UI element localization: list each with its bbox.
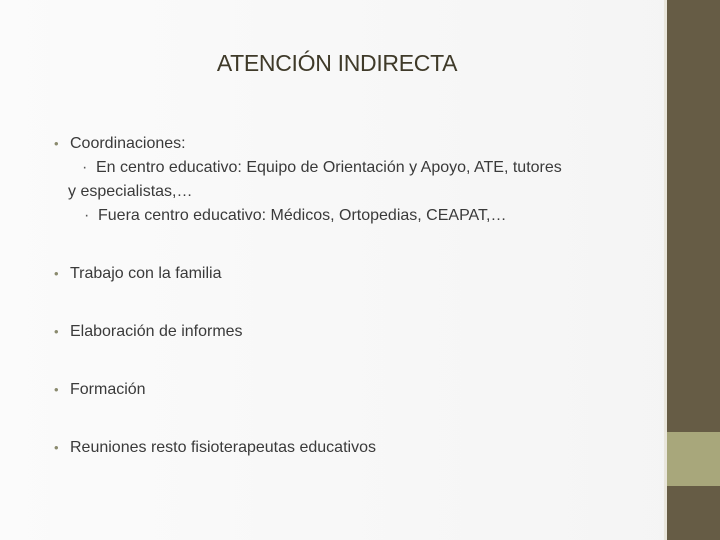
bullet-reuniones [54, 436, 644, 460]
sidebar-accent-block [667, 432, 720, 486]
bullet-text: Reuniones resto fisioterapeutas educativos [70, 439, 376, 456]
bullet-dot: • [54, 266, 59, 281]
subitem-text-line1: Fuera centro educativo: Médicos, Ortopedias, CEAPAT,… [98, 207, 507, 224]
bullet-dot: • [54, 440, 59, 455]
bullet-text: Formación [70, 381, 146, 398]
slide-title: ATENCIÓN INDIRECTA [216, 50, 458, 76]
subitem-en-centro [54, 156, 644, 180]
bullet-dot: • [54, 324, 59, 339]
bullet-text: Trabajo con la familia [70, 265, 222, 282]
bullet-dot: • [54, 136, 59, 151]
bullet-coordinaciones [54, 132, 644, 156]
bullet-text: Elaboración de informes [70, 323, 243, 340]
subitem-fuera-centro [54, 204, 644, 228]
bullet-text: Coordinaciones: [70, 135, 186, 152]
subitem-marker: · [84, 207, 90, 224]
bullet-dot: • [54, 382, 59, 397]
bullet-trabajo-familia [54, 262, 644, 286]
subitem-text-line2: y especialistas,… [68, 183, 193, 200]
subitem-text-line1: En centro educativo: Equipo de Orientación y Apoyo, ATE, tutores [96, 159, 562, 176]
slide-content [54, 132, 644, 460]
subitem-marker: · [82, 159, 88, 176]
bullet-formacion [54, 378, 644, 402]
subitem-en-centro-continued [54, 180, 644, 204]
bullet-elaboracion-informes [54, 320, 644, 344]
